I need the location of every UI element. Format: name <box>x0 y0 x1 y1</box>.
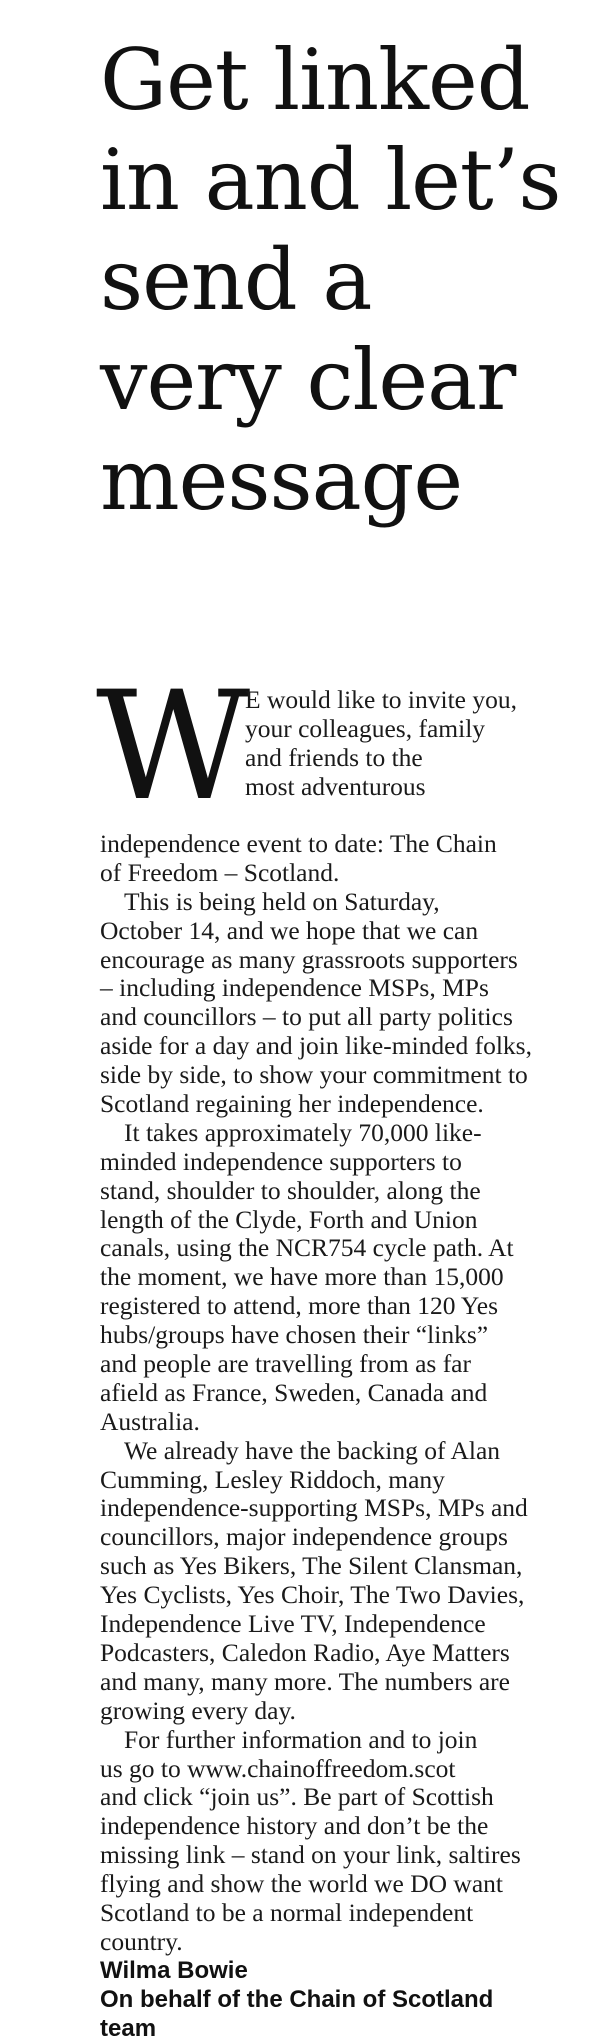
paragraph-4 <box>100 1437 588 1726</box>
text-line: side by side, to show your commitment to <box>100 1060 528 1090</box>
text-line: councillors, major independence groups <box>100 1522 508 1552</box>
signature-name: Wilma Bowie <box>100 1956 248 1984</box>
text-line: hubs/groups have chosen their “links” <box>100 1320 489 1350</box>
headline-line: in and let’s <box>100 131 561 229</box>
text-line: the moment, we have more than 15,000 <box>100 1262 504 1292</box>
text-line: such as Yes Bikers, The Silent Clansman, <box>100 1551 523 1581</box>
paragraph-1 <box>100 830 588 888</box>
text-line: Podcasters, Caledon Radio, Aye Matters <box>100 1637 510 1667</box>
signature-block <box>100 1957 588 2043</box>
text-line: This is being held on Saturday, <box>124 886 440 916</box>
drop-cap: W <box>96 660 251 834</box>
text-line: We already have the backing of Alan <box>124 1435 501 1465</box>
text-line: your colleagues, family <box>245 713 486 743</box>
text-line: most adventurous <box>245 771 426 801</box>
text-line: flying and show the world we DO want <box>100 1869 503 1899</box>
text-line: and click “join us”. Be part of Scottish <box>100 1782 494 1812</box>
headline-line: very clear <box>100 331 516 429</box>
text-line: encourage as many grassroots supporters <box>100 944 518 974</box>
text-line: length of the Clyde, Forth and Union <box>100 1204 478 1234</box>
text-line: and friends to the <box>245 742 423 772</box>
text-line: Australia. <box>100 1406 200 1436</box>
text-line: missing link – stand on your link, saltires <box>100 1840 521 1870</box>
text-line: growing every day. <box>100 1695 296 1725</box>
text-line: – including independence MSPs, MPs <box>100 973 489 1003</box>
text-line: E would like to invite you, <box>245 685 517 714</box>
text-line: and many, many more. The numbers are <box>100 1666 510 1696</box>
text-line: and councillors – to put all party politics <box>100 1002 513 1032</box>
headline-line: Get linked <box>100 31 530 129</box>
text-line: canals, using the NCR754 cycle path. At <box>100 1233 514 1263</box>
text-line: us go to www.chainoffreedom.scot <box>100 1753 456 1783</box>
text-line: Scotland to be a normal independent <box>100 1897 474 1927</box>
paragraph-2 <box>100 888 588 1119</box>
letter-opening <box>96 660 588 834</box>
text-line: country. <box>100 1926 183 1956</box>
headline-line: message <box>100 431 463 529</box>
text-line: and people are travelling from as far <box>100 1349 471 1379</box>
text-line: independence-supporting MSPs, MPs and <box>100 1493 528 1523</box>
text-line: of Freedom – Scotland. <box>100 857 340 887</box>
text-line: For further information and to join <box>124 1724 478 1754</box>
text-line: Cumming, Lesley Riddoch, many <box>100 1464 445 1494</box>
text-line: Yes Cyclists, Yes Choir, The Two Davies, <box>100 1580 525 1610</box>
text-line: aside for a day and join like-minded folks, <box>100 1031 532 1061</box>
letter-body <box>96 660 588 2043</box>
drop-cap-lines <box>245 686 517 802</box>
text-line: independence history and don’t be the <box>100 1811 489 1841</box>
text-line: afield as France, Sweden, Canada and <box>100 1377 488 1407</box>
headline-line: send a <box>100 231 372 329</box>
text-line: Independence Live TV, Independence <box>100 1609 486 1639</box>
text-line: October 14, and we hope that we can <box>100 915 479 945</box>
paragraph-5 <box>100 1726 588 1957</box>
text-line: stand, shoulder to shoulder, along the <box>100 1175 481 1205</box>
signature-affiliation: team <box>100 2014 157 2042</box>
signature-affiliation: On behalf of the Chain of Scotland <box>100 1985 494 2013</box>
text-line: It takes approximately 70,000 like- <box>124 1117 482 1147</box>
text-line: minded independence supporters to <box>100 1146 462 1176</box>
text-line: independence event to date: The Chain <box>100 829 497 858</box>
text-line: Scotland regaining her independence. <box>100 1089 484 1119</box>
headline <box>100 30 600 530</box>
text-line: registered to attend, more than 120 Yes <box>100 1291 499 1321</box>
paragraph-3 <box>100 1119 588 1437</box>
